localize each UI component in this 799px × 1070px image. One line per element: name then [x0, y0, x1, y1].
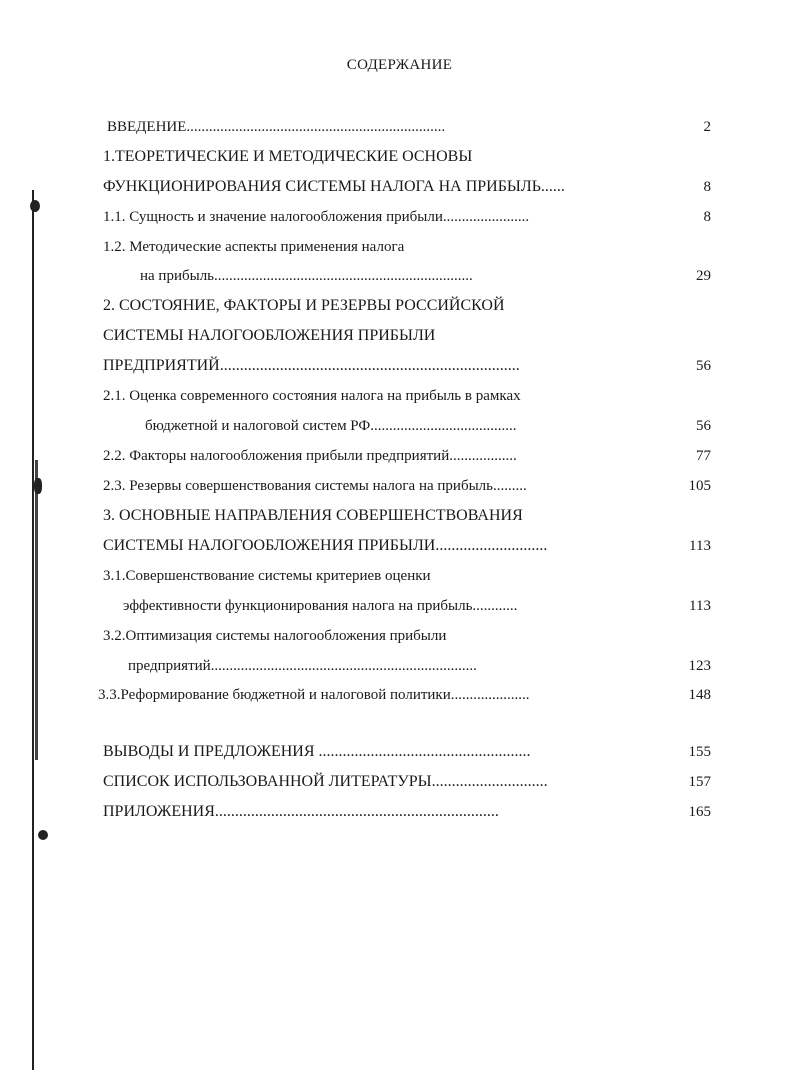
toc-entry-2-3: 2.3. Резервы совершенствования системы налога на прибыль......... — [103, 478, 527, 494]
toc-entry-chapter-3: 3. ОСНОВНЫЕ НАПРАВЛЕНИЯ СОВЕРШЕНСТВОВАНИЯ — [103, 507, 523, 524]
toc-entry-appendices: ПРИЛОЖЕНИЯ....................................................................... — [103, 803, 499, 820]
toc-page-number: 8 — [703, 209, 711, 225]
toc-entry-3-2-cont: предприятий....................................................................... — [128, 658, 477, 674]
toc-entry-1-2: 1.2. Методические аспекты применения налога — [103, 239, 405, 255]
toc-entry-2-1-cont: бюджетной и налоговой систем РФ....................................... — [145, 418, 517, 434]
toc-page-number: 123 — [688, 658, 711, 674]
toc-page-number: 2 — [703, 119, 711, 135]
toc-page-number: 29 — [696, 268, 711, 284]
toc-entry-2-2: 2.2. Факторы налогообложения прибыли предприятий.................. — [103, 448, 517, 464]
toc-entry-3-1-cont: эффективности функционирования налога на прибыль............ — [123, 598, 518, 614]
toc-page-number: 148 — [688, 687, 711, 703]
toc-entry-chapter-1: 1.ТЕОРЕТИЧЕСКИЕ И МЕТОДИЧЕСКИЕ ОСНОВЫ — [103, 148, 473, 165]
scan-artifact-edge — [30, 60, 42, 1020]
toc-page-number: 56 — [696, 418, 711, 434]
toc-page-number: 113 — [689, 598, 711, 614]
toc-page-number: 56 — [696, 358, 711, 374]
toc-entry-1-1: 1.1. Сущность и значение налогообложения прибыли....................... — [103, 209, 530, 225]
toc-page-number: 155 — [688, 744, 711, 760]
toc-entry-3-3: 3.3.Реформирование бюджетной и налоговой политики..................... — [98, 687, 530, 703]
toc-entry-conclusions: ВЫВОДЫ И ПРЕДЛОЖЕНИЯ ..................................................... — [103, 743, 531, 760]
toc-entry-chapter-2: 2. СОСТОЯНИЕ, ФАКТОРЫ И РЕЗЕРВЫ РОССИЙСКОЙ — [103, 297, 505, 314]
toc-page-number: 105 — [688, 478, 711, 494]
toc-entry-chapter-2-cont2: ПРЕДПРИЯТИЙ........................................................................... — [103, 357, 520, 374]
toc-entry-3-2: 3.2.Оптимизация системы налогообложения прибыли — [103, 628, 447, 644]
toc-entry-chapter-3-cont: СИСТЕМЫ НАЛОГООБЛОЖЕНИЯ ПРИБЫЛИ............................ — [103, 537, 548, 554]
page-title: СОДЕРЖАНИЕ — [346, 57, 453, 73]
toc-entry-1-2-cont: на прибыль..................................................................... — [140, 268, 473, 284]
toc-entry-3-1: 3.1.Совершенствование системы критериев оценки — [103, 568, 431, 584]
toc-page-number: 113 — [689, 538, 711, 554]
toc-page-number: 77 — [696, 448, 711, 464]
toc-page-number: 8 — [703, 179, 711, 195]
toc-entry-references: СПИСОК ИСПОЛЬЗОВАННОЙ ЛИТЕРАТУРЫ............................. — [103, 773, 548, 790]
toc-entry-introduction: ВВЕДЕНИЕ..................................................................... — [107, 119, 446, 135]
toc-entry-chapter-2-cont: СИСТЕМЫ НАЛОГООБЛОЖЕНИЯ ПРИБЫЛИ — [103, 327, 436, 344]
toc-entry-2-1: 2.1. Оценка современного состояния налога на прибыль в рамках — [103, 388, 521, 404]
toc-page-number: 157 — [688, 774, 711, 790]
toc-page-number: 165 — [688, 804, 711, 820]
toc-entry-chapter-1-cont: ФУНКЦИОНИРОВАНИЯ СИСТЕМЫ НАЛОГА НА ПРИБЫЛЬ...... — [103, 178, 565, 195]
